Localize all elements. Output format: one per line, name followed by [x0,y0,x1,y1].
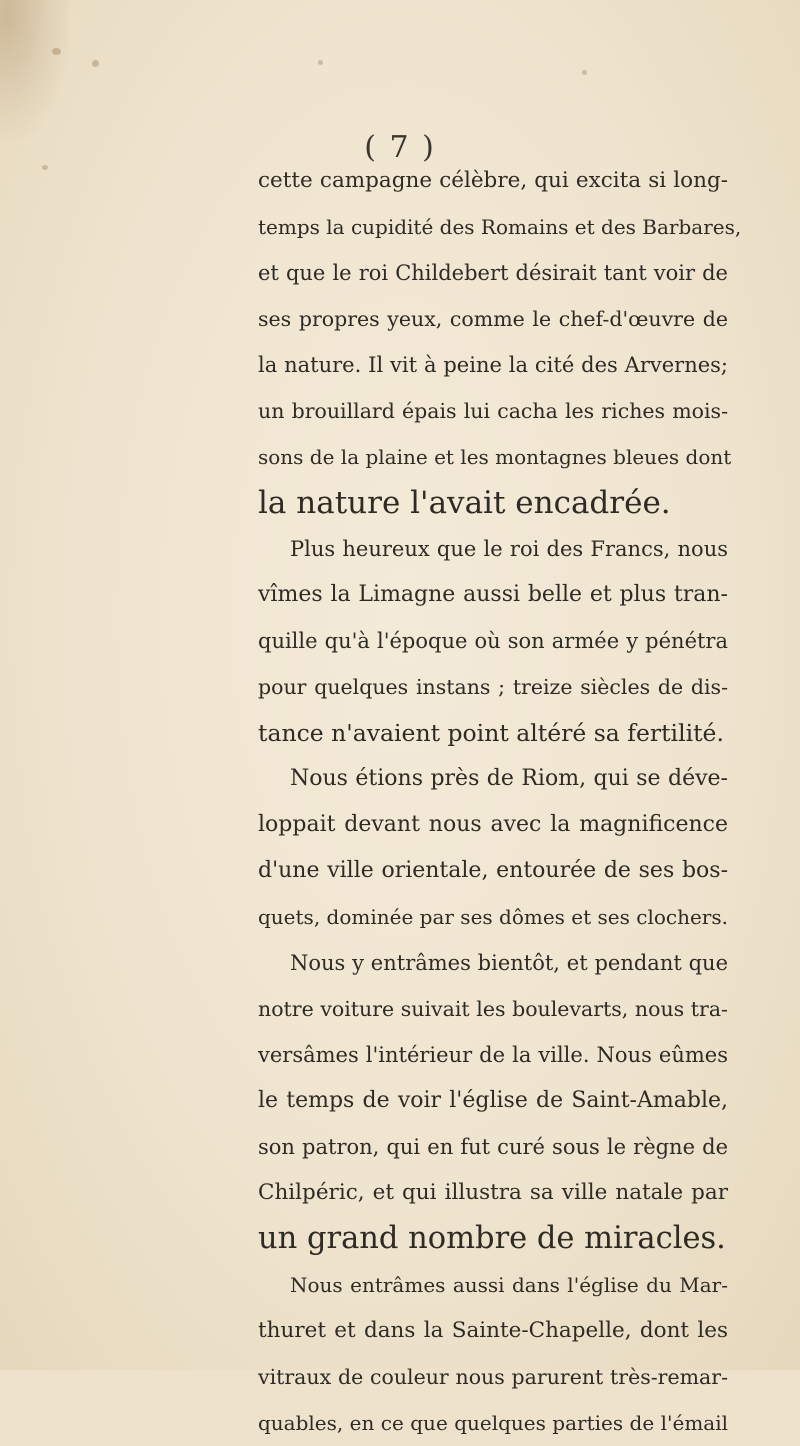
text-line: sons de la plaine et les montagnes bleues dont [258,445,732,469]
foxing-spot [92,60,99,67]
paragraph-start-line: Plus heureux que le roi des Francs, nous [290,537,728,561]
text-line: temps la cupidité des Romains et des Barbares, [258,215,742,239]
foxing-spot [52,48,61,55]
text-line: quets, dominée par ses dômes et ses clochers. [258,905,728,929]
paragraph-start-line: Nous étions près de Riom, qui se déve- [290,766,728,791]
text-line: versâmes l'intérieur de la ville. Nous eûmes [258,1043,728,1067]
text-line: d'une ville orientale, entourée de ses bos- [258,858,728,883]
text-line: ses propres yeux, comme le chef-d'œuvre de [258,307,728,331]
page-number: ( 7 ) [364,130,436,165]
paragraph-start-line: Nous y entrâmes bientôt, et pendant que [290,951,728,975]
text-line: Chilpéric, et qui illustra sa ville natale par [258,1180,728,1205]
text-line: un grand nombre de miracles. [258,1221,726,1256]
text-line: notre voiture suivait les boulevarts, nous tra- [258,997,728,1021]
text-line: la nature l'avait encadrée. [258,485,671,521]
text-line: le temps de voir l'église de Saint-Amable, [258,1088,728,1113]
text-line: la nature. Il vit à peine la cité des Arvernes; [258,353,728,377]
text-line: thuret et dans la Sainte-Chapelle, dont les [258,1318,728,1343]
text-line: cette campagne célèbre, qui excita si long- [258,168,728,193]
text-line: quille qu'à l'époque où son armée y pénétra [258,629,728,653]
paragraph-start-line: Nous entrâmes aussi dans l'église du Mar- [290,1273,728,1297]
foxing-spot [582,70,587,75]
text-line: un brouillard épais lui cacha les riches mois- [258,399,728,423]
text-line: pour quelques instans ; treize siècles de dis- [258,675,728,699]
text-line: vîmes la Limagne aussi belle et plus tran- [258,582,728,607]
text-line: vitraux de couleur nous parurent très-remar- [258,1365,728,1389]
foxing-spot [318,60,323,65]
paper-stain [0,0,70,140]
text-line: et que le roi Childebert désirait tant voir de [258,261,728,285]
text-line: son patron, qui en fut curé sous le règne de [258,1135,728,1159]
text-line: quables, en ce que quelques parties de l'émail [258,1411,728,1435]
foxing-spot [42,165,48,170]
text-line: loppait devant nous avec la magnificence [258,812,728,837]
text-line: tance n'avaient point altéré sa fertilité. [258,719,724,747]
